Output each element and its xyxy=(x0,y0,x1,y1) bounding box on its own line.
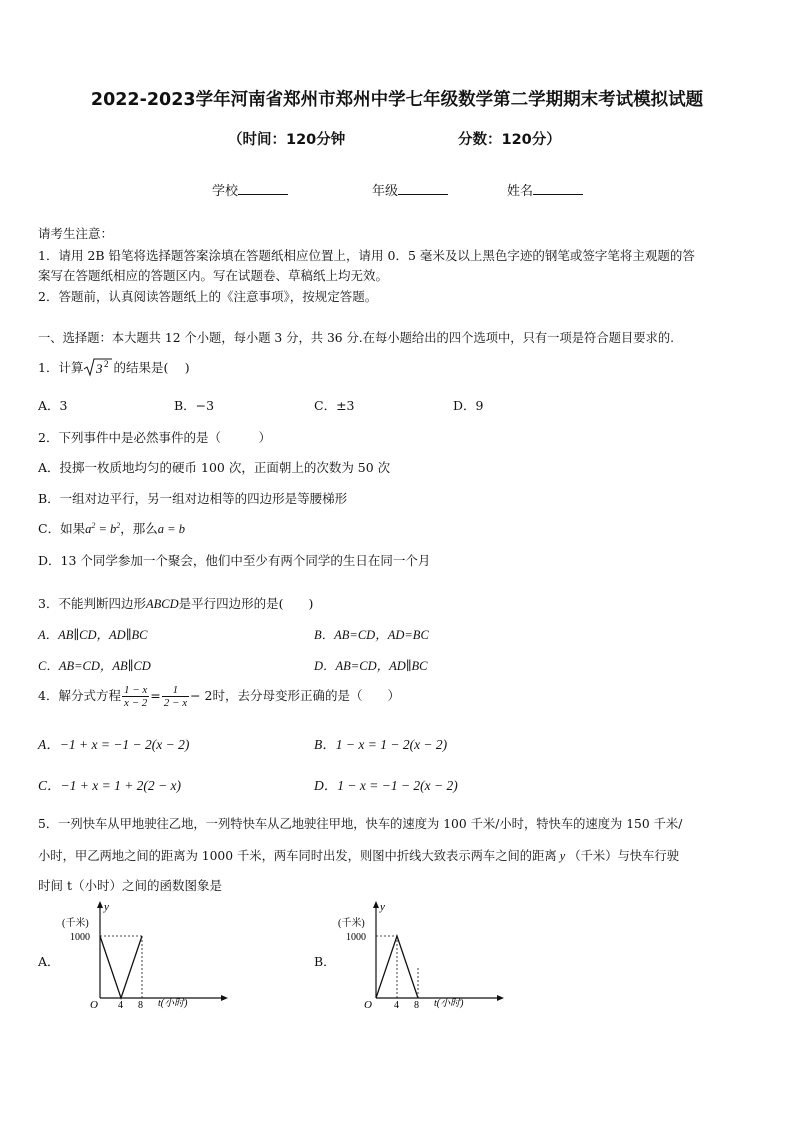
exam-time: （时间：120分钟 xyxy=(228,132,346,148)
question-5-line-3: 时间 t（小时）之间的函数图象是 xyxy=(38,878,222,893)
graph-a-y-arrow xyxy=(97,901,103,908)
question-3 xyxy=(38,594,313,612)
q3-pre: 3．不能判断四边形 xyxy=(38,596,146,611)
q2-option-d[interactable]: D．13 个同学参加一个聚会，他们中至少有两个同学的生日在同一个月 xyxy=(38,553,431,568)
q3-option-a[interactable]: A．AB∥CD，AD∥BC xyxy=(38,628,148,642)
graph-a-origin: O xyxy=(90,999,98,1011)
graph-b-x-arrow xyxy=(497,995,504,1001)
q2-option-c[interactable] xyxy=(38,519,185,537)
notice-line-2: 2．答题前，认真阅读答题纸上的《注意事项》，按规定答题。 xyxy=(38,289,378,304)
graph-b-y-unit: (千米) xyxy=(338,918,365,929)
q1-post: 的结果是( ) xyxy=(113,360,190,375)
section-heading: 一、选择题：本大题共 12 个小题，每小题 3 分，共 36 分.在每小题给出的四个选项中，只有一项是符合题目要求的. xyxy=(38,331,675,345)
q1-option-b[interactable]: B．−3 xyxy=(174,398,215,413)
grade-blank xyxy=(398,182,448,195)
graph-b-y-label: y xyxy=(380,901,385,913)
q3-post: 是平行四边形的是( ) xyxy=(178,596,314,611)
q2-c-pre: C．如果 xyxy=(38,521,86,536)
q1-option-d[interactable]: D．9 xyxy=(453,398,484,413)
school-blank xyxy=(238,182,288,195)
q2-c-eq1: $a^2 = b^2$ xyxy=(85,520,121,536)
graph-a-x-label: t(小时) xyxy=(158,998,188,1009)
graph-a-y-tick: 1000 xyxy=(70,932,90,943)
question-2: 2．下列事件中是必然事件的是（ ） xyxy=(38,430,271,445)
q3-abcd: ABCD xyxy=(145,597,179,611)
q1-exp: 2 xyxy=(104,359,109,369)
graph-b-origin: O xyxy=(364,999,372,1011)
q4-option-d[interactable]: D．1 − x = −1 − 2(x − 2) xyxy=(314,778,458,793)
q2-option-b[interactable]: B．一组对边平行，另一组对边相等的四边形是等腰梯形 xyxy=(38,491,348,506)
page-title: 2022-2023学年河南省郑州市郑州中学七年级数学第二学期期末考试模拟试题 xyxy=(90,90,704,110)
graph-b-x-label: t(小时) xyxy=(434,998,464,1009)
name-field[interactable] xyxy=(507,180,583,199)
q4-eq: = xyxy=(150,688,161,703)
school-field[interactable] xyxy=(212,180,288,199)
graph-a-x-tick-2: 8 xyxy=(138,1000,143,1011)
name-label: 姓名 xyxy=(507,184,534,199)
q2-option-a[interactable]: A．投掷一枚质地均匀的硬币 100 次，正面朝上的次数为 50 次 xyxy=(38,460,391,475)
graph-a-y-label: y xyxy=(104,901,109,913)
q4-option-c[interactable]: C．−1 + x = 1 + 2(2 − x) xyxy=(38,778,182,793)
q1-radicand: 3 xyxy=(96,361,103,376)
q5-option-b[interactable]: B． xyxy=(314,954,336,969)
graph-b-x-tick-2: 8 xyxy=(414,1000,419,1011)
q1-pre: 1．计算 xyxy=(38,360,84,375)
q4-post: − 2时，去分母变形正确的是（ ） xyxy=(190,688,400,703)
name-blank xyxy=(533,182,583,195)
sqrt-symbol xyxy=(83,357,113,377)
q1-option-a[interactable]: A．3 xyxy=(38,398,68,413)
q3-option-d[interactable]: D．AB=CD，AD∥BC xyxy=(314,659,428,673)
q3-option-b[interactable]: B．AB=CD，AD=BC xyxy=(314,628,429,642)
question-4 xyxy=(38,684,400,709)
q4-pre: 4．解分式方程 xyxy=(38,688,121,703)
grade-label: 年级 xyxy=(372,184,399,199)
q2-c-eq2: a = b xyxy=(157,522,185,536)
graph-a-y-unit: (千米) xyxy=(62,918,89,929)
notice-line-1b: 案写在答题纸相应的答题区内。写在试题卷、草稿纸上均无效。 xyxy=(38,268,389,283)
graph-b-y-arrow xyxy=(373,901,379,908)
question-5-line-1: 5．一列快车从甲地驶往乙地，一列特快车从乙地驶往甲地，快车的速度为 100 千米/小时，特快车的速度为 150 千米/ xyxy=(38,817,683,831)
question-1 xyxy=(38,357,190,377)
grade-field[interactable] xyxy=(372,180,448,199)
graph-a-x-tick-1: 4 xyxy=(118,1000,123,1011)
notice-heading: 请考生注意： xyxy=(38,226,114,241)
graph-b xyxy=(334,898,514,1023)
q3-option-c[interactable]: C．AB=CD，AB∥CD xyxy=(38,659,151,673)
q2-c-mid: ，那么 xyxy=(120,521,158,536)
q4-option-a[interactable]: A．−1 + x = −1 − 2(x − 2) xyxy=(38,737,190,752)
q4-fraction-2: $\frac{1}{2 - x}$ xyxy=(163,684,188,709)
notice-line-1a: 1．请用 2B 铅笔将选择题答案涂填在答题纸相应位置上，请用 0．5 毫米及以上黑色字迹的钢笔或签字笔将主观题的答 xyxy=(38,248,695,263)
graph-a xyxy=(58,898,238,1023)
q1-option-c[interactable]: C．±3 xyxy=(314,398,355,413)
graph-b-y-tick: 1000 xyxy=(346,932,366,943)
q4-fraction-1: $\frac{1 - x}{x - 2}$ xyxy=(123,684,148,709)
exam-score: 分数：120分） xyxy=(458,132,561,148)
q5-option-a[interactable]: A． xyxy=(38,954,60,969)
q4-option-b[interactable]: B．1 − x = 1 − 2(x − 2) xyxy=(314,737,448,752)
graph-b-x-tick-1: 4 xyxy=(394,1000,399,1011)
question-5-line-2: 小时，甲乙两地之间的距离为 1000 千米，两车同时出发，则图中折线大致表示两车之间的距离 y （千米）与快车行驶 xyxy=(38,849,679,863)
graph-a-line xyxy=(100,936,142,998)
school-label: 学校 xyxy=(212,184,239,199)
graph-a-x-arrow xyxy=(221,995,228,1001)
